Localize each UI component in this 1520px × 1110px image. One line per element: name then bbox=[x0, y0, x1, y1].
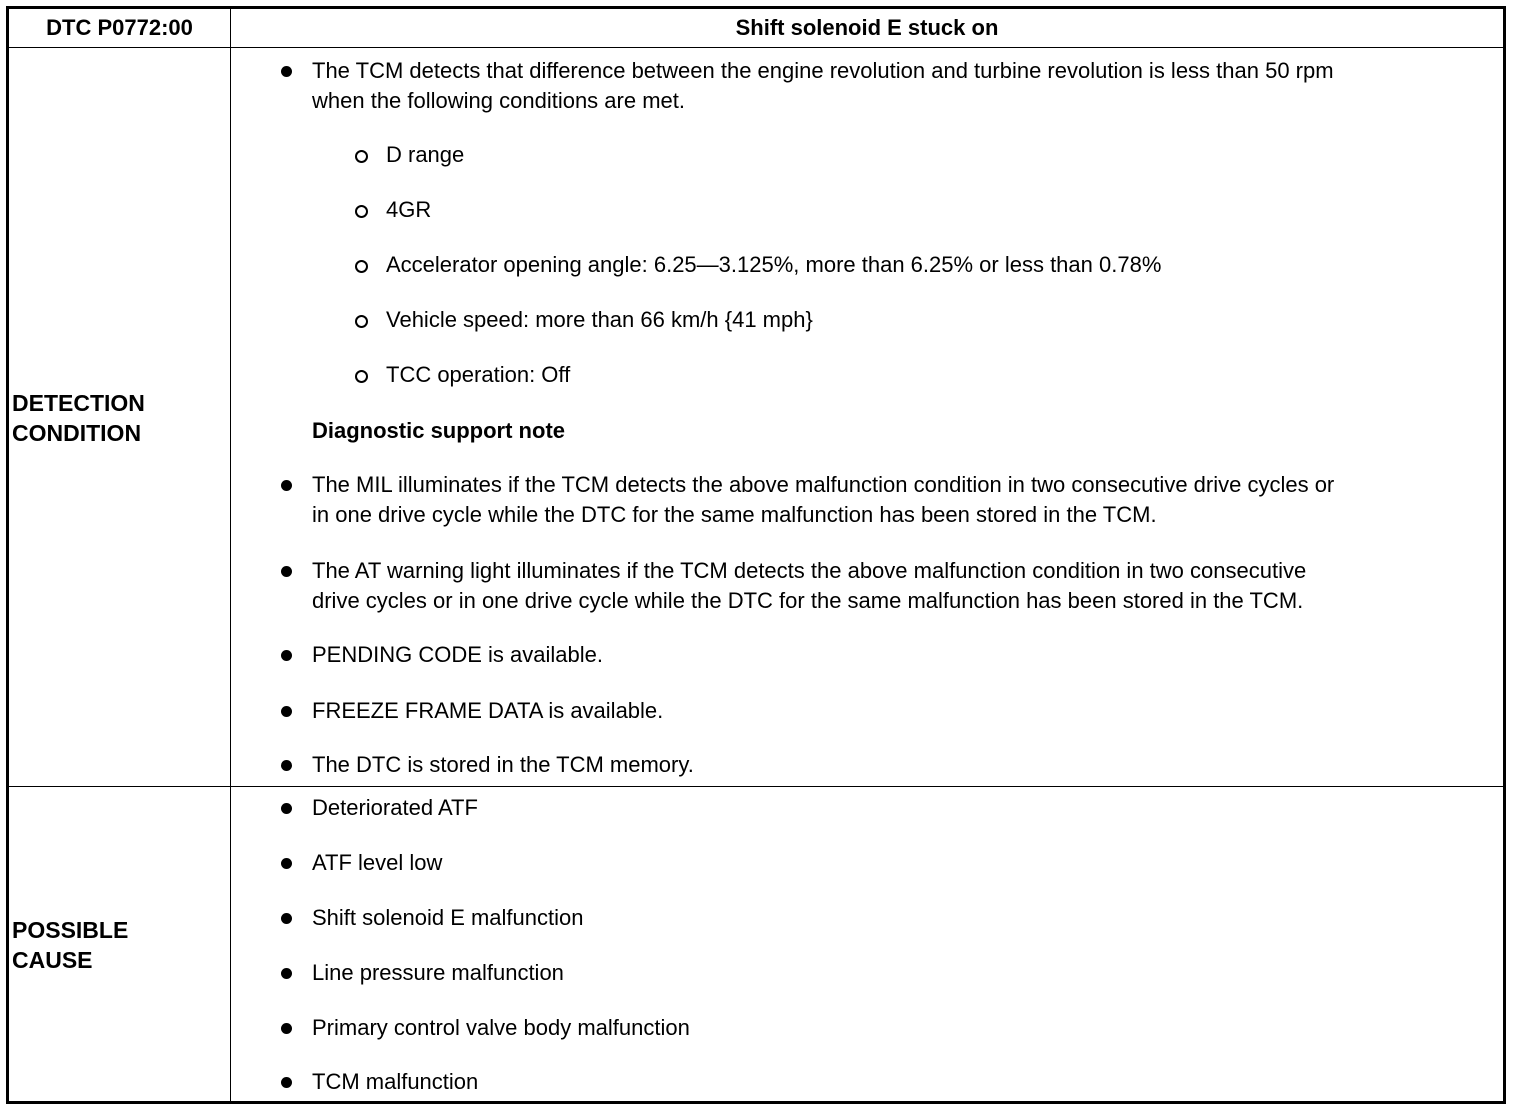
condition-item: TCC operation: Off bbox=[386, 362, 571, 387]
bullet-icon bbox=[281, 66, 292, 77]
cause-item: ATF level low bbox=[312, 850, 443, 875]
detection-condition-label: DETECTION CONDITION bbox=[12, 390, 145, 446]
bullet-icon bbox=[281, 760, 292, 771]
cause-item: Shift solenoid E malfunction bbox=[312, 905, 584, 930]
bullet-icon bbox=[281, 650, 292, 661]
bullet-icon bbox=[281, 1023, 292, 1034]
availability-item: FREEZE FRAME DATA is available. bbox=[312, 698, 664, 723]
diagnostic-support-note-heading: Diagnostic support note bbox=[312, 418, 565, 443]
open-circle-bullet-icon bbox=[355, 315, 368, 328]
bullet-icon bbox=[281, 803, 292, 814]
bullet-icon bbox=[281, 1077, 292, 1088]
note-line: drive cycles or in one drive cycle while the DTC for the same malfunction has been stored in the TCM. bbox=[312, 588, 1304, 613]
bullet-icon bbox=[281, 913, 292, 924]
dtc-table bbox=[6, 6, 1506, 1104]
cause-item: Deteriorated ATF bbox=[312, 795, 478, 820]
detection-intro-line-2: when the following conditions are met. bbox=[312, 88, 685, 113]
condition-item: D range bbox=[386, 142, 465, 167]
cause-item: Line pressure malfunction bbox=[312, 960, 564, 985]
open-circle-bullet-icon bbox=[355, 260, 368, 273]
open-circle-bullet-icon bbox=[355, 205, 368, 218]
bullet-icon bbox=[281, 566, 292, 577]
condition-item: Vehicle speed: more than 66 km/h {41 mph} bbox=[386, 307, 813, 332]
dtc-code: DTC P0772:00 bbox=[46, 15, 193, 40]
bullet-icon bbox=[281, 706, 292, 717]
header-divider bbox=[6, 47, 1506, 48]
bullet-icon bbox=[281, 858, 292, 869]
condition-item: 4GR bbox=[386, 197, 432, 222]
open-circle-bullet-icon bbox=[355, 150, 368, 163]
possible-cause-label: POSSIBLE CAUSE bbox=[12, 917, 129, 973]
detection-intro-line-1: The TCM detects that difference between the engine revolution and turbine revolution is less than 50 rpm bbox=[312, 58, 1334, 83]
cause-item: TCM malfunction bbox=[312, 1069, 479, 1094]
availability-item: PENDING CODE is available. bbox=[312, 642, 603, 667]
column-divider bbox=[230, 6, 231, 1104]
note-line: The AT warning light illuminates if the TCM detects the above malfunction condition in two consecutive bbox=[312, 558, 1307, 583]
condition-item: Accelerator opening angle: 6.25—3.125%, more than 6.25% or less than 0.78% bbox=[386, 252, 1162, 277]
bullet-icon bbox=[281, 480, 292, 491]
open-circle-bullet-icon bbox=[355, 370, 368, 383]
note-line: in one drive cycle while the DTC for the same malfunction has been stored in the TCM. bbox=[312, 502, 1157, 527]
note-line: The MIL illuminates if the TCM detects the above malfunction condition in two consecutive drive cycles or bbox=[312, 472, 1335, 497]
availability-item: The DTC is stored in the TCM memory. bbox=[312, 752, 694, 777]
dtc-title: Shift solenoid E stuck on bbox=[735, 15, 999, 40]
bullet-icon bbox=[281, 968, 292, 979]
cause-item: Primary control valve body malfunction bbox=[312, 1015, 690, 1040]
row-divider bbox=[6, 786, 1506, 787]
